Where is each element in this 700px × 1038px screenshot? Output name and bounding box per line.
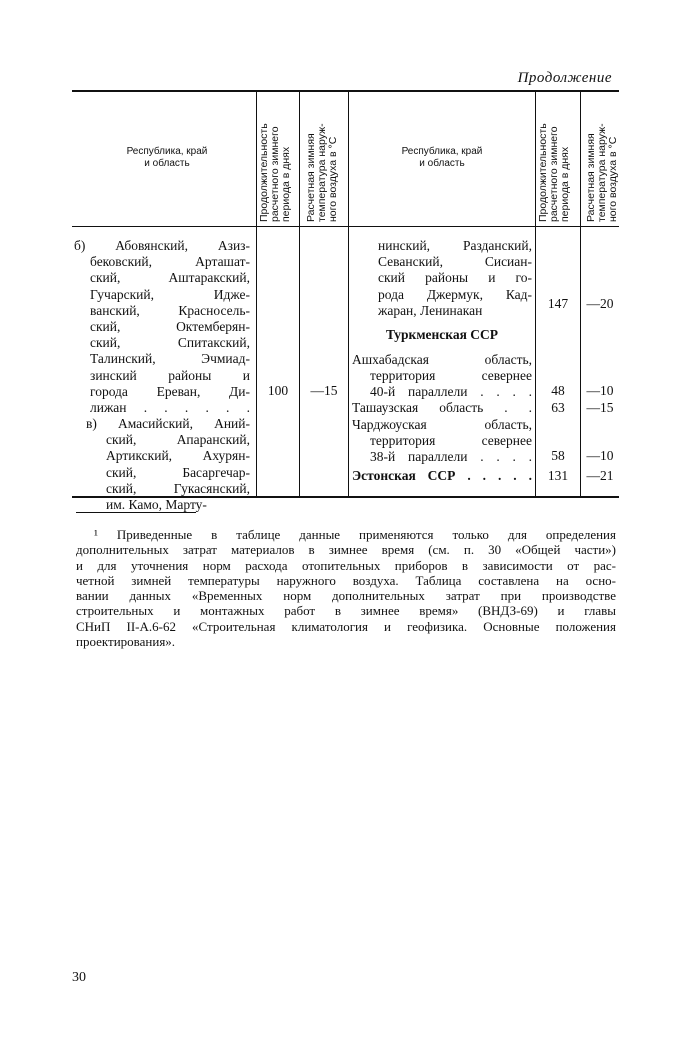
text-line: ский, Басаргечар-: [106, 464, 250, 480]
value-temp: —10: [586, 383, 614, 398]
text-line: проектирования».: [76, 634, 176, 650]
right-region-block-2: [352, 352, 532, 401]
text-line: строительных и монтажных работ в зимнее время» (ВНДЗ-69) и главы: [76, 603, 616, 619]
header-temperature-left: Расчетная зимняя температура наруж- ного воздуха в °С: [305, 123, 339, 222]
text-line: и для уточнения норм расхода отопительных приборов в зависимости от рас-: [76, 557, 616, 573]
footnote-rule: [76, 512, 196, 513]
text-line: зинский районы и: [90, 367, 250, 383]
text-line: города Ереван, Ди-: [90, 383, 250, 399]
col-divider: [348, 90, 349, 496]
text-line: ский, Спитакский,: [90, 335, 250, 351]
text-line: Ашхабадская область,: [352, 352, 532, 367]
value-days: 100: [267, 383, 289, 398]
section-heading: Туркменская ССР: [385, 327, 499, 342]
value-temp: —15: [310, 383, 338, 398]
text-line: четной зимней температуры наружного воздуха. Таблица составлена на осно-: [76, 572, 616, 588]
continuation-label: Продолжение: [517, 70, 612, 86]
value-days: 131: [547, 468, 569, 483]
text-line: рода Джермук, Кад-: [378, 286, 532, 302]
text-line: дополнительных затрат материалов в зимнее время (см. п. 30 «Общей части»): [76, 542, 616, 558]
value-days: 48: [551, 383, 565, 398]
value-temp: —15: [586, 400, 614, 415]
text-line: бековский, Арташат-: [90, 254, 250, 270]
value-days: 63: [551, 400, 565, 415]
col-divider: [299, 90, 300, 496]
text-line: жаран, Ленинакан: [378, 302, 483, 318]
value-days: 58: [551, 448, 565, 463]
text-line: 40-й параллели . . . .: [370, 384, 532, 400]
header-republic-left: Республика, край и область: [126, 146, 208, 169]
page-number: 30: [72, 970, 86, 985]
right-region-block-4: [352, 417, 532, 466]
header-bottom-rule: [72, 226, 619, 227]
text-line: нинский, Разданский,: [378, 238, 532, 253]
text-line: ский, Октемберян-: [90, 318, 250, 334]
text-line: Талинский, Эчмиад-: [90, 351, 250, 367]
text-line: лижан . . . . . .: [90, 399, 250, 415]
text-line: Гучарский, Идже-: [90, 286, 250, 302]
header-duration-left: Продолжительность расчетного зимнего периода в днях: [258, 123, 292, 222]
text-line: ¹ Приведенные в таблице данные применяются только для определения: [94, 527, 616, 542]
text-line: 38-й параллели . . . .: [370, 449, 532, 465]
value-temp: —21: [586, 468, 614, 483]
text-line: им. Камо, Марту-: [106, 497, 207, 512]
text-line: б) Абовянский, Азиз-: [74, 238, 250, 253]
text-line: Эстонская ССР . . . . .: [352, 468, 532, 483]
text-line: Артикский, Ахурян-: [106, 448, 250, 464]
text-line: вании данных «Временных норм дополнительных затрат при производстве: [76, 588, 616, 604]
text-line: Чарджоуская область,: [352, 417, 532, 432]
text-line: ский, Апаранский,: [106, 432, 250, 448]
text-line: СНиП II-А.6-62 «Строительная климатология и геофизика. Основные положения: [76, 618, 616, 634]
left-region-list: [74, 238, 250, 513]
value-temp: —20: [586, 296, 614, 311]
text-line: территория севернее: [370, 368, 532, 384]
value-days: 147: [547, 296, 569, 311]
text-line: Ташаузская область . .: [352, 400, 532, 415]
right-region-block-3: [352, 400, 532, 416]
text-line: ванский, Красносель-: [90, 302, 250, 318]
footnote: [76, 527, 616, 649]
col-divider: [580, 90, 581, 496]
header-duration-right: Продолжительность расчетного зимнего периода в днях: [537, 123, 571, 222]
col-divider: [535, 90, 536, 496]
text-line: в) Амасийский, Аний-: [86, 416, 250, 432]
right-region-block-1: [378, 238, 532, 319]
text-line: ский районы и го-: [378, 270, 532, 286]
text-line: ский, Гукасянский,: [106, 480, 250, 496]
text-line: Севанский, Сисиан-: [378, 254, 532, 270]
header-republic-right: Республика, край и область: [401, 146, 483, 169]
value-temp: —10: [586, 448, 614, 463]
text-line: ский, Аштаракский,: [90, 270, 250, 286]
section-heading: [352, 468, 532, 484]
text-line: территория севернее: [370, 433, 532, 449]
table-top-rule: [72, 90, 619, 92]
header-temperature-right: Расчетная зимняя температура наруж- ного воздуха в °С: [585, 123, 619, 222]
col-divider: [256, 90, 257, 496]
